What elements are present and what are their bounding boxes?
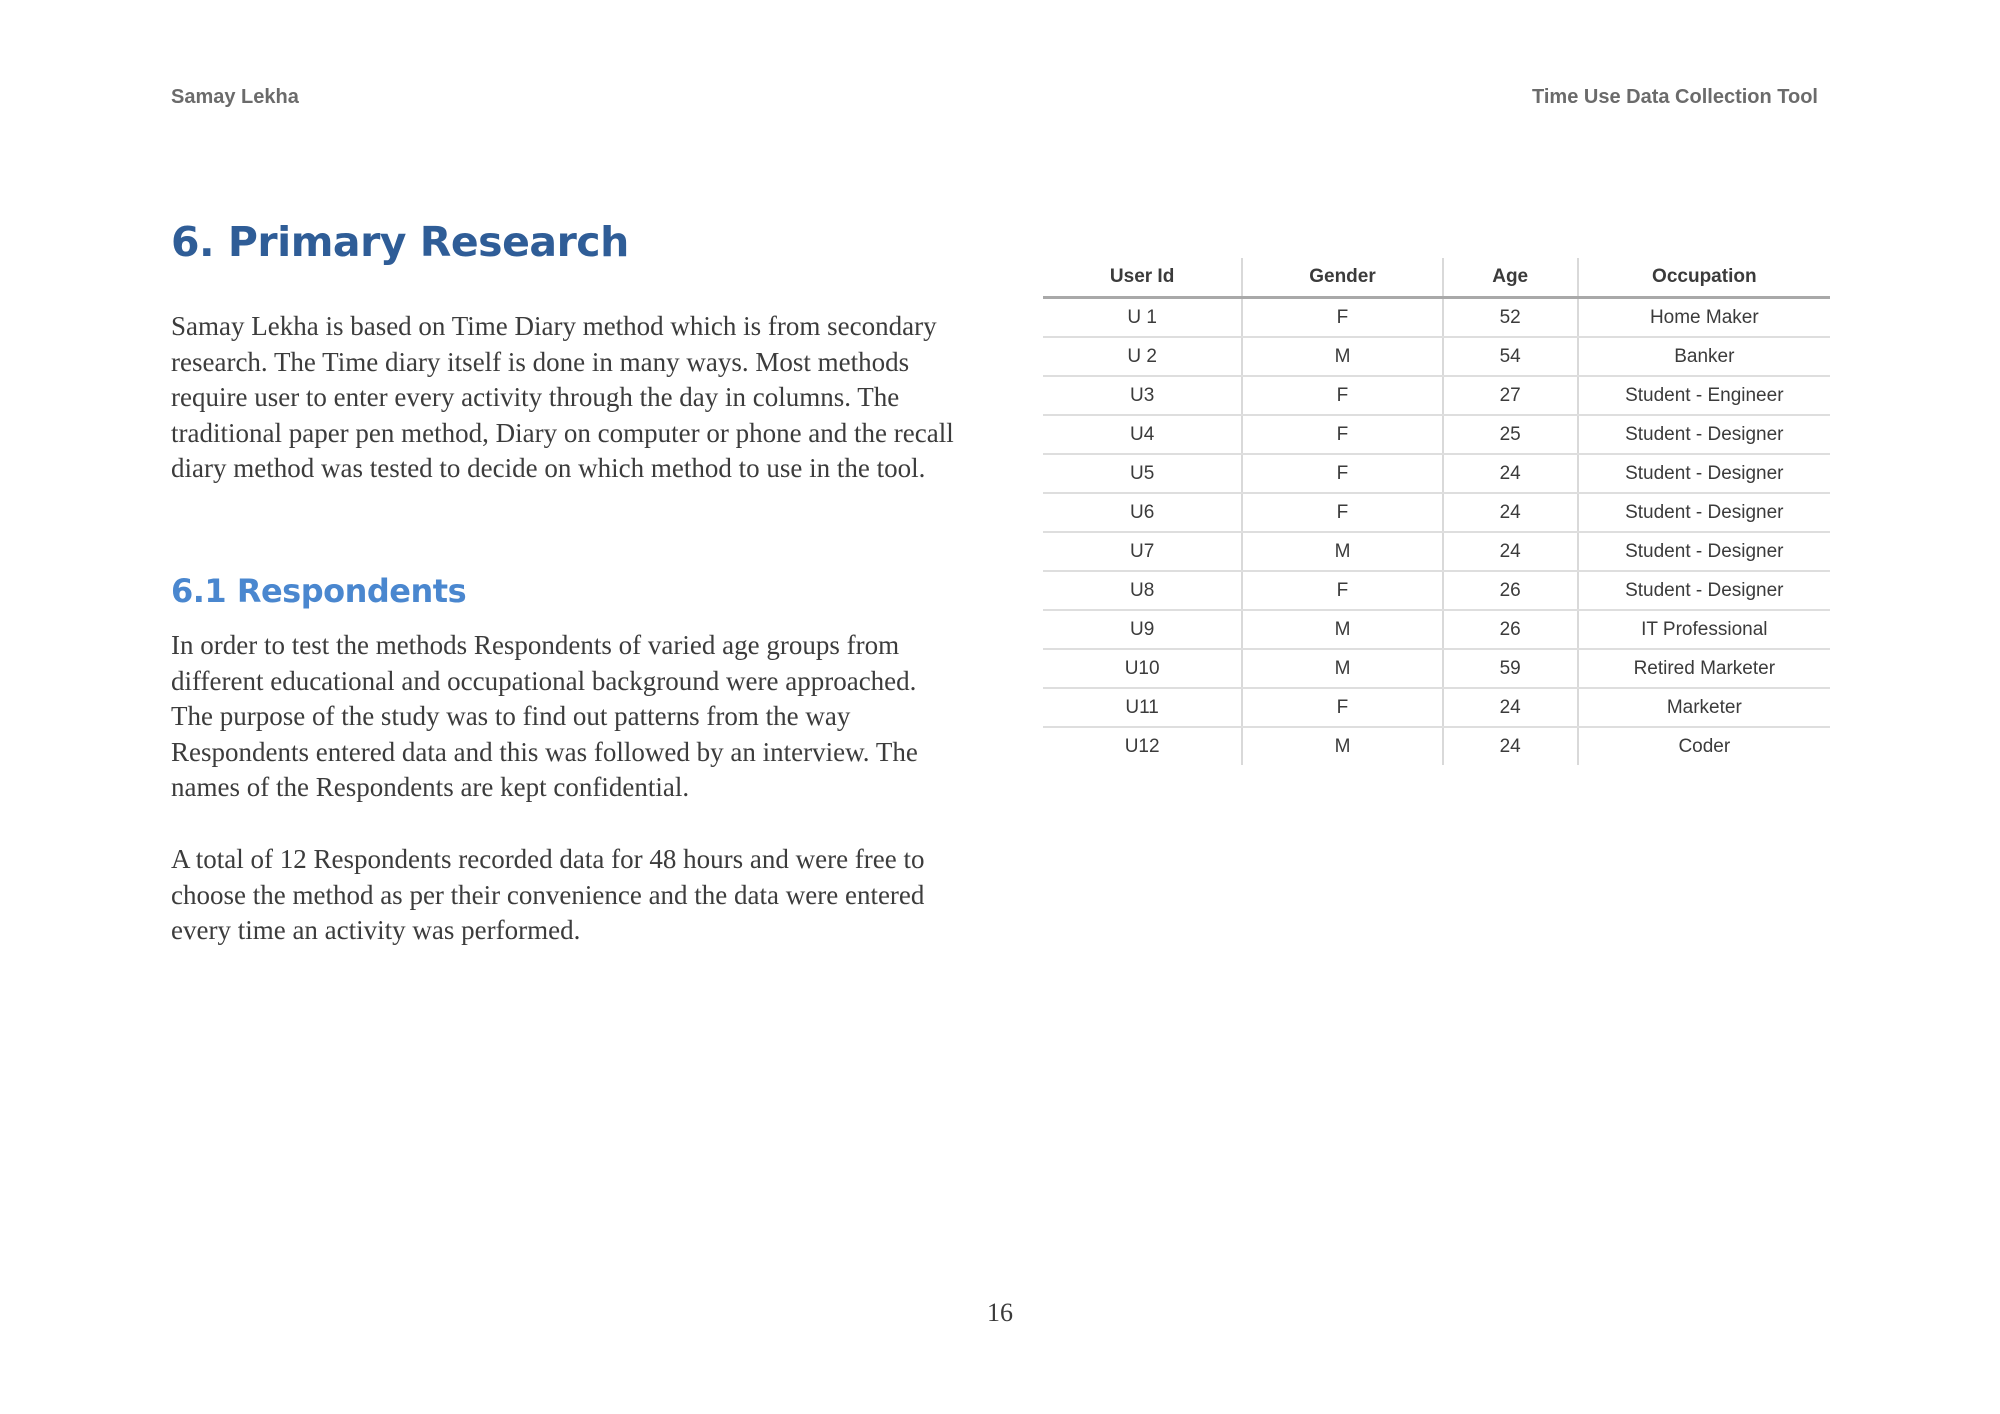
user-id-cell: U8 xyxy=(1043,571,1242,610)
table-row xyxy=(1043,571,1830,610)
user-id-cell: U11 xyxy=(1043,688,1242,727)
occupation-cell: IT Professional xyxy=(1578,610,1830,649)
table-row xyxy=(1043,454,1830,493)
table-row xyxy=(1043,610,1830,649)
table-header-row xyxy=(1043,258,1830,298)
gender-cell: F xyxy=(1242,376,1443,415)
gender-cell: M xyxy=(1242,649,1443,688)
age-cell: 26 xyxy=(1443,571,1578,610)
age-cell: 24 xyxy=(1443,493,1578,532)
age-cell: 27 xyxy=(1443,376,1578,415)
age-cell: 52 xyxy=(1443,298,1578,338)
respondents-table xyxy=(1043,258,1830,765)
gender-cell: M xyxy=(1242,727,1443,765)
age-cell: 26 xyxy=(1443,610,1578,649)
user-id-cell: U4 xyxy=(1043,415,1242,454)
gender-cell: F xyxy=(1242,454,1443,493)
age-cell: 25 xyxy=(1443,415,1578,454)
column-header-gender: Gender xyxy=(1242,258,1443,298)
occupation-cell: Student - Designer xyxy=(1578,532,1830,571)
column-header-occupation: Occupation xyxy=(1578,258,1830,298)
respondents-paragraph: In order to test the methods Respondents of varied age groups from different educational and occupational background were approached. The purpose of the study was to find out patterns from the way Respondents entered data and this was followed by an interview. The names of the Respondents are kept confidential. xyxy=(171,630,918,802)
user-id-cell: U12 xyxy=(1124,735,1160,757)
gender-cell: F xyxy=(1242,571,1443,610)
intro-paragraph: Samay Lekha is based on Time Diary method which is from secondary research. The Time diary itself is done in many ways. Most methods require user to enter every activity through the day in columns. The traditional paper pen method, Diary on computer or phone and the recall diary method was tested to decide on which method to use in the tool. xyxy=(171,311,954,483)
occupation-cell: Student - Designer xyxy=(1578,415,1830,454)
user-id-cell: U9 xyxy=(1043,610,1242,649)
running-header-left: Samay Lekha xyxy=(171,86,299,108)
table-row xyxy=(1043,376,1830,415)
age-cell: 24 xyxy=(1443,454,1578,493)
user-id-cell: U6 xyxy=(1043,493,1242,532)
gender-cell: M xyxy=(1242,337,1443,376)
user-id-cell: U 1 xyxy=(1043,298,1242,338)
occupation-cell: Home Maker xyxy=(1578,298,1830,338)
age-cell: 24 xyxy=(1443,688,1578,727)
occupation-cell: Student - Designer xyxy=(1578,571,1830,610)
gender-cell: F xyxy=(1242,493,1443,532)
column-header-age: Age xyxy=(1443,258,1578,298)
user-id-cell: U 2 xyxy=(1043,337,1242,376)
occupation-cell: Student - Engineer xyxy=(1578,376,1830,415)
table-row xyxy=(1043,493,1830,532)
age-cell: 24 xyxy=(1443,727,1578,765)
gender-cell: F xyxy=(1242,688,1443,727)
page-number: 16 xyxy=(987,1298,1013,1327)
occupation-cell: Retired Marketer xyxy=(1578,649,1830,688)
occupation-cell: Student - Designer xyxy=(1578,454,1830,493)
table-row xyxy=(1043,298,1830,338)
table-row xyxy=(1043,415,1830,454)
occupation-cell: Student - Designer xyxy=(1578,493,1830,532)
user-id-cell: U3 xyxy=(1043,376,1242,415)
gender-cell: M xyxy=(1242,610,1443,649)
table-row xyxy=(1043,337,1830,376)
gender-cell: F xyxy=(1242,298,1443,338)
table-row xyxy=(1043,532,1830,571)
table-row xyxy=(1043,649,1830,688)
user-id-cell: U5 xyxy=(1043,454,1242,493)
age-cell: 54 xyxy=(1443,337,1578,376)
user-id-cell: U7 xyxy=(1043,532,1242,571)
table-row xyxy=(1043,688,1830,727)
column-header-user-id: User Id xyxy=(1043,258,1242,298)
subsection-title: 6.1 Respondents xyxy=(171,572,467,610)
table-row xyxy=(1043,727,1830,765)
user-id-cell: U10 xyxy=(1043,649,1242,688)
respondents-total-paragraph: A total of 12 Respondents recorded data for 48 hours and were free to choose the method as per their convenience and the data were entered every time an activity was performed. xyxy=(171,844,925,945)
section-title: 6. Primary Research xyxy=(171,218,629,266)
gender-cell: F xyxy=(1242,415,1443,454)
occupation-cell: Marketer xyxy=(1578,688,1830,727)
occupation-cell: Banker xyxy=(1578,337,1830,376)
gender-cell: M xyxy=(1242,532,1443,571)
age-cell: 24 xyxy=(1443,532,1578,571)
occupation-cell: Coder xyxy=(1578,727,1830,765)
running-header-right: Time Use Data Collection Tool xyxy=(1532,86,1818,108)
age-cell: 59 xyxy=(1443,649,1578,688)
